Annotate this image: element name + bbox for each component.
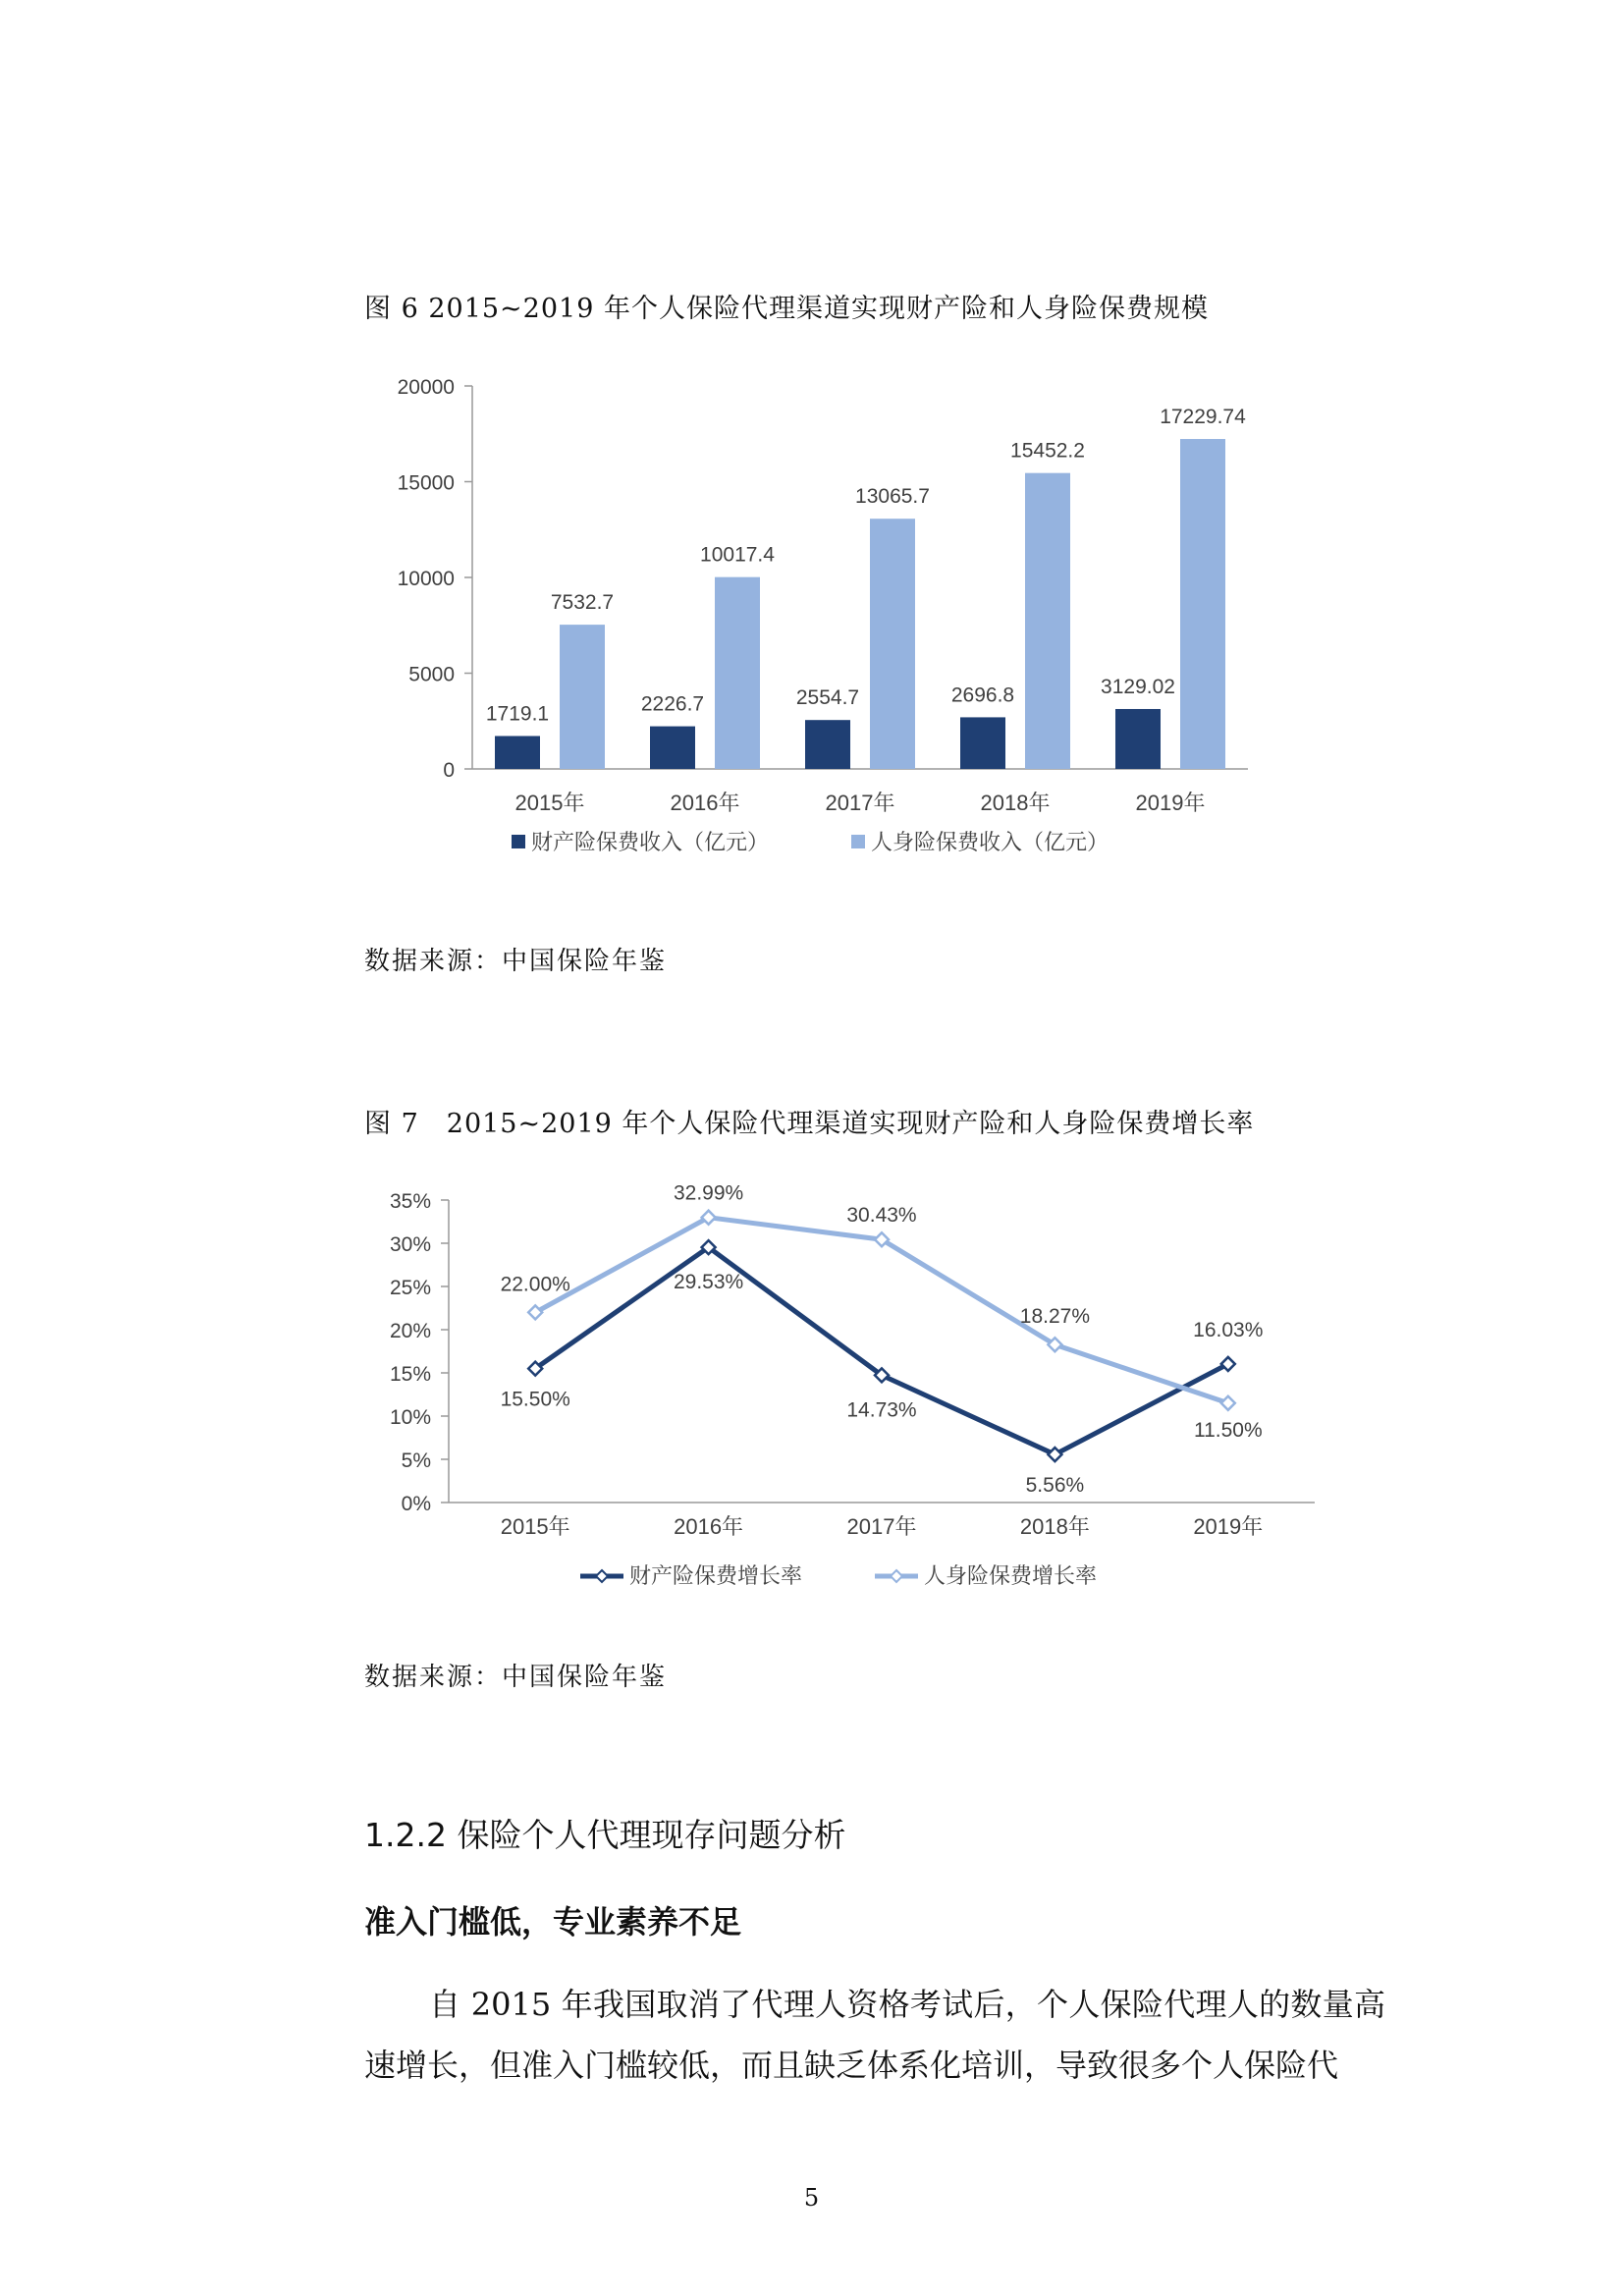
y-tick-label: 10000	[397, 568, 455, 590]
data-label: 17229.74	[1160, 406, 1246, 429]
page-number: 5	[803, 2184, 820, 2212]
figure-7-caption: 图 7 2015~2019 年个人保险代理渠道实现财产险和人身险保费增长率	[364, 1109, 1255, 1139]
series-line	[535, 1247, 1228, 1454]
figure-6-caption: 图 6 2015~2019 年个人保险代理渠道实现财产险和人身险保费规模	[364, 294, 1209, 324]
data-label: 10017.4	[700, 543, 775, 567]
y-tick-label: 20%	[389, 1320, 431, 1342]
data-label: 5.56%	[1025, 1474, 1085, 1498]
legend-label: 财产险保费收入（亿元）	[531, 830, 770, 854]
bar	[805, 720, 850, 769]
y-tick-label: 20000	[397, 376, 455, 399]
data-label: 13065.7	[855, 485, 930, 509]
bar	[495, 736, 540, 769]
data-label: 2554.7	[795, 686, 860, 710]
x-tick-label: 2019年	[1135, 791, 1206, 815]
legend-label: 人身险保费收入（亿元）	[871, 830, 1109, 854]
y-tick-label: 15%	[389, 1363, 431, 1386]
x-tick-label: 2017年	[825, 791, 895, 815]
bar-chart	[364, 358, 1268, 879]
x-tick-label: 2019年	[1193, 1514, 1264, 1539]
data-label: 2226.7	[640, 692, 705, 716]
section-heading: 1.2.2 保险个人代理现存问题分析	[364, 1816, 846, 1854]
y-tick-label: 0%	[401, 1493, 431, 1515]
body-paragraph: 自 2015 年我国取消了代理人资格考试后，个人保险代理人的数量高速增长，但准入门槛较低，而且缺乏体系化培训，导致很多个人保险代	[364, 1986, 1385, 2084]
data-point	[1221, 1396, 1235, 1410]
x-tick-label: 2018年	[1019, 1514, 1090, 1539]
y-tick-label: 10%	[389, 1406, 431, 1429]
x-tick-label: 2018年	[980, 791, 1051, 815]
bar	[560, 625, 605, 769]
figure-6-source: 数据来源：中国保险年鉴	[364, 947, 668, 976]
bar	[1180, 439, 1225, 769]
bar	[1115, 709, 1161, 769]
data-label: 7532.7	[550, 591, 615, 615]
data-label: 1719.1	[485, 702, 550, 726]
bar	[960, 717, 1005, 769]
figure-7-source: 数据来源：中国保险年鉴	[364, 1663, 668, 1692]
legend-swatch	[851, 835, 865, 848]
y-tick-label: 5%	[401, 1449, 431, 1472]
legend-swatch	[512, 835, 525, 848]
bar	[650, 727, 695, 769]
y-tick-label: 15000	[397, 471, 455, 495]
x-tick-label: 2016年	[674, 1514, 744, 1539]
data-label: 22.00%	[500, 1273, 570, 1296]
y-tick-label: 5000	[408, 663, 455, 686]
legend-marker	[596, 1570, 608, 1582]
bar	[870, 519, 915, 769]
data-label: 30.43%	[846, 1204, 917, 1228]
x-tick-label: 2016年	[670, 791, 740, 815]
x-tick-label: 2015年	[514, 791, 585, 815]
data-label: 14.73%	[846, 1398, 917, 1422]
bar	[715, 577, 760, 769]
x-tick-label: 2017年	[846, 1514, 917, 1539]
legend-marker	[891, 1570, 902, 1582]
line-chart	[364, 1169, 1326, 1611]
legend-label: 财产险保费增长率	[629, 1563, 803, 1588]
data-label: 15452.2	[1010, 439, 1085, 463]
data-label: 32.99%	[673, 1181, 744, 1205]
legend-label: 人身险保费增长率	[924, 1563, 1098, 1588]
y-tick-label: 0	[443, 759, 455, 782]
bar	[1025, 473, 1070, 769]
y-tick-label: 35%	[389, 1190, 431, 1213]
y-tick-label: 25%	[389, 1277, 431, 1299]
data-label: 16.03%	[1193, 1318, 1264, 1341]
data-label: 11.50%	[1193, 1418, 1263, 1442]
data-label: 2696.8	[950, 683, 1015, 707]
data-label: 29.53%	[673, 1271, 744, 1294]
data-label: 15.50%	[500, 1388, 570, 1411]
data-label: 18.27%	[1019, 1305, 1091, 1329]
subsection-heading: 准入门槛低，专业素养不足	[364, 1903, 742, 1941]
y-tick-label: 30%	[389, 1233, 431, 1256]
x-tick-label: 2015年	[500, 1514, 570, 1539]
data-label: 3129.02	[1101, 675, 1175, 698]
